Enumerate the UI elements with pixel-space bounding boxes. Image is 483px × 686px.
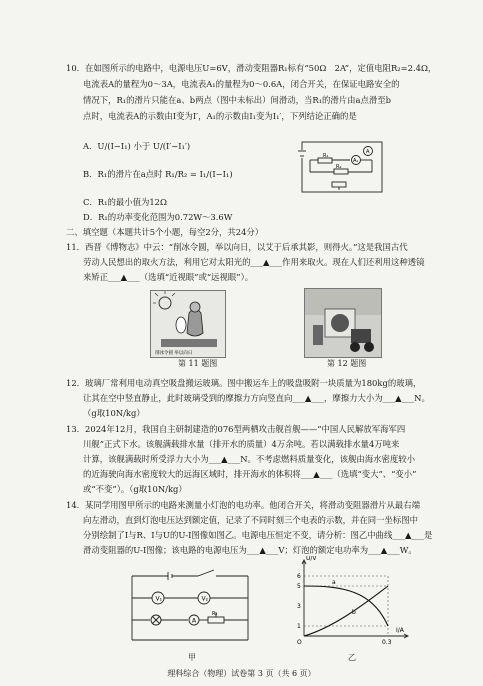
fig14-curve-b <box>304 586 388 636</box>
q10-label-r2: R₂ <box>336 164 342 170</box>
q14-line-1: 14．某同学用图甲所示的电路来测量小灯泡的电功率。他闭合开关，将滑动变阻器滑片从最右端 <box>66 500 421 510</box>
q14-line-2: 向左滑动，直到灯泡电压达到额定值，记录了不同时刻三个电表的示数，并在同一坐标图中 <box>83 515 418 525</box>
fig14-origin: O <box>297 639 302 646</box>
q11-line-1: 11．西晋《博物志》中云：“削冰令圆，举以向日，以艾于后承其影，则得火。”这是我国古代 <box>66 242 408 252</box>
fig11-caption: 第 11 题图 <box>178 359 218 368</box>
q10-label-a: A <box>366 149 370 155</box>
fig14-label-r: R₁ <box>212 611 218 617</box>
fig14-label-a: A <box>192 617 197 625</box>
q13-line-5: 或“不变”）。（g取10N/kg） <box>83 484 187 494</box>
q10-line-3: 情况下，R₁的滑片只能在a、b两点（图中未标出）间滑动，当R₁的滑片由a点滑至b <box>83 95 392 105</box>
fig14-tick-3: 3 <box>297 603 301 610</box>
q10-option-b: B．R₁的滑片在a点时 R₁/R₂ = I₁/(I−I₁) <box>83 169 233 179</box>
fig14-curve-a-label: a <box>332 579 336 586</box>
fig12-photo <box>304 288 382 358</box>
q10-circuit-diagram <box>296 138 388 196</box>
fig14-yi-graph <box>292 556 412 648</box>
q13-line-2: 川舰”正式下水。该舰满载排水量（排开水的质量）4万余吨。若以满载排水量4万吨来 <box>83 439 400 449</box>
q10-option-a: A．U/(I−I₁) 小于 U/(I′−I₁′) <box>83 141 191 151</box>
q10-line-1: 10．在如图所示的电路中，电源电压U=6V，滑动变阻器R₁标有“50Ω 2A”，定值电阻R₂=2.4Ω， <box>66 63 437 73</box>
fig14-jia-circuit <box>128 568 254 648</box>
q12-line-3: （g取10N/kg） <box>83 408 145 418</box>
fig12-caption: 第 12 题图 <box>327 359 367 368</box>
q12-line-1: 12．玻璃厂常利用电动真空吸盘搬运玻璃。图中搬运车上的吸盘吸附一块质量为180kg的玻璃， <box>66 378 422 388</box>
fig14-label-v2: V₂ <box>201 595 209 603</box>
fig14-curve-b-label: b <box>352 609 356 616</box>
q13-line-1: 13．2024年12月，我国自主研制建造的076型两栖攻击舰首舰——“中国人民解放军海军四 <box>66 424 406 434</box>
fig14-curve-a <box>304 586 388 626</box>
fig14-yi-caption: 乙 <box>348 653 356 662</box>
q10-label-r1: R₁ <box>323 153 329 159</box>
q13-line-3: 计算，该舰满载时所受浮力大小为___▲___N。不考虑燃料质量变化，该舰由海水密度较小 <box>83 454 416 464</box>
fig12-drawing <box>305 289 381 357</box>
fig14-tick-6: 6 <box>297 573 301 580</box>
q13-line-4: 的近海驶向海水密度较大的远海区域时，排开海水的体积将___▲___（选填“变大”、“变小” <box>83 469 417 479</box>
fig14-tick-1: 1 <box>297 623 301 630</box>
fig14-label-v1: V₁ <box>155 595 163 603</box>
q14-line-3: 分别绘制了I与R、I与U的U-I图像如图乙。电源电压恒定不变，请分析：图乙中曲线___▲___是 <box>83 530 433 540</box>
section-2-title: 二、填空题（本题共计5个小题，每空2分，共24分） <box>66 227 264 237</box>
fig14-tick-5: 5 <box>297 583 301 590</box>
q11-line-3: 来矫正___▲___（选填“近视眼”或“远视眼”）。 <box>83 272 254 282</box>
q11-line-2: 劳动人民想出的取火方法，利用它对太阳光的___▲___作用来取火。现在人们还利用这种透镜 <box>83 257 425 267</box>
page-footer: 理科综合（物理）试卷第 3 页（共 6 页） <box>167 669 316 678</box>
q10-option-d: D．R₁的功率变化范围为0.72W～3.6W <box>83 212 233 222</box>
fig11-drawing <box>151 291 225 357</box>
q12-line-2: 让其在空中竖直静止，此时玻璃受到的摩擦力方向竖直向___▲___，摩擦力大小为___▲___N。 <box>83 393 430 403</box>
q14-line-4: 滑动变阻器的U-I图像；该电路的电源电压为___▲___V；灯泡的额定电功率为___▲___W。 <box>83 545 417 555</box>
q10-option-c: C．R₁的最小值为12Ω <box>83 197 167 207</box>
q10-label-a1: A₁ <box>353 158 359 164</box>
q10-line-2: 电流表A的量程为0～3A，电流表A₁的量程为0～0.6A，闭合开关，在保证电路安全的 <box>83 79 400 89</box>
fig14-x-axis-label: I/A <box>396 627 404 634</box>
fig11-illustration <box>150 290 226 358</box>
fig11-inner-caption: 削冰令圆 举以向日 <box>155 351 193 356</box>
fig14-jia-caption: 甲 <box>188 653 196 662</box>
fig14-tick-03: 0.3 <box>382 639 392 646</box>
fig14-y-axis-label: U/V <box>306 556 317 562</box>
q10-line-4: 点时，电流表A的示数由I变为I′，A₁的示数由I₁变为I₁′，下列结论正确的是 <box>83 111 357 121</box>
